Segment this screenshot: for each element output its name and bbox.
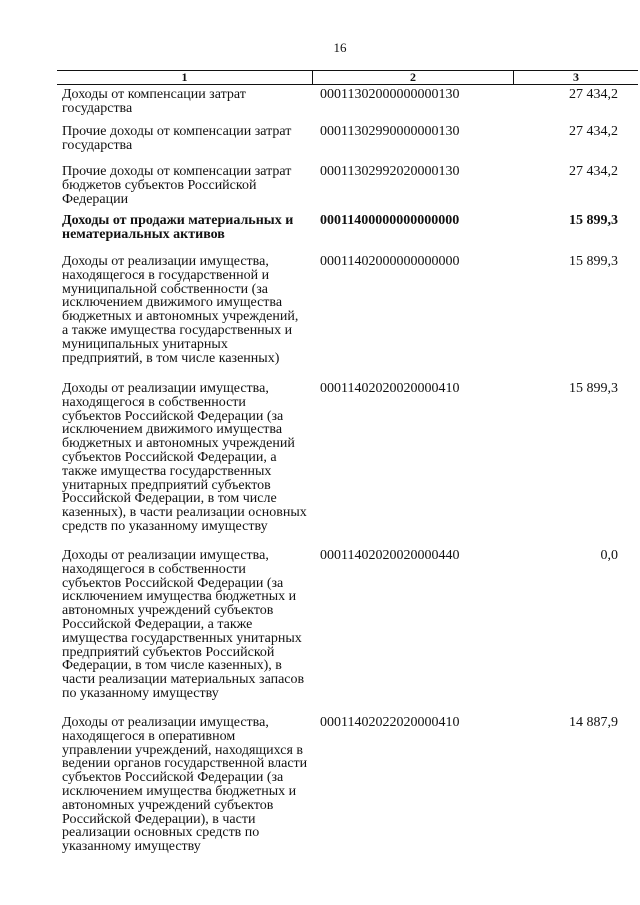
row-code: 00011402000000000000 [320, 254, 460, 269]
column-header-2: 2 [410, 70, 416, 84]
row-name: Доходы от реализации имущества, находящегося в оперативном управлении учреждений, находящихся в ведении органов государственной власти субъектов Российской Федерации (за исключением имущества бюджетных и автономных учреждений субъектов Российской Федерации), в части реализации основных средств по указанному имуществу [62, 715, 308, 855]
row-sum: 15 899,3 [569, 381, 618, 396]
row-code: 00011400000000000000 [320, 213, 460, 228]
row-sum: 15 899,3 [569, 213, 618, 228]
row-name: Доходы от реализации имущества, находящегося в собственности субъектов Российской Федерации (за исключением движимого имущества бюджетных и автономных учреждений субъектов Российской Федерации, а также имущества государственных унитарных предприятий субъектов Российской Федерации, в том числе казенных), в части реализации основных средств по указанному имуществу [62, 381, 307, 534]
table-header-bottom-border [57, 84, 638, 85]
column-header-1: 1 [181, 70, 188, 84]
row-code: 00011302992020000130 [320, 164, 460, 179]
row-name: Доходы от продажи материальных и нематериальных активов [62, 213, 294, 242]
row-name: Прочие доходы от компенсации затрат государства [62, 124, 292, 153]
row-sum: 15 899,3 [569, 254, 618, 269]
page-number: 16 [333, 40, 347, 55]
row-code: 00011302990000000130 [320, 124, 460, 139]
row-sum: 14 887,9 [569, 715, 618, 730]
row-code: 00011402022020000410 [320, 715, 460, 730]
column-header-3: 3 [573, 70, 579, 84]
row-code: 00011302000000000130 [320, 87, 460, 102]
row-code: 00011402020020000440 [320, 548, 460, 563]
row-code: 00011402020020000410 [320, 381, 460, 396]
row-sum: 27 434,2 [569, 164, 618, 179]
row-name: Прочие доходы от компенсации затрат бюджетов субъектов Российской Федерации [62, 164, 292, 207]
row-name: Доходы от реализации имущества, находящегося в государственной и муниципальной собственности (за исключением движимого имущества бюджетных и автономных учреждений, а также имущества государственных и муниципальных унитарных предприятий, в том числе казенных) [62, 254, 299, 366]
row-name: Доходы от реализации имущества, находящегося в собственности субъектов Российской Федерации (за исключением имущества бюджетных и автономных учреждений субъектов Российской Федерации, а также имущества государственных унитарных предприятий субъектов Российской Федерации, в том числе казенных), в части реализации материальных запасов по указанному имуществу [62, 548, 305, 701]
row-sum: 27 434,2 [569, 87, 618, 102]
row-sum: 27 434,2 [569, 124, 618, 139]
row-sum: 0,0 [600, 548, 618, 563]
row-name: Доходы от компенсации затрат государства [62, 87, 246, 116]
